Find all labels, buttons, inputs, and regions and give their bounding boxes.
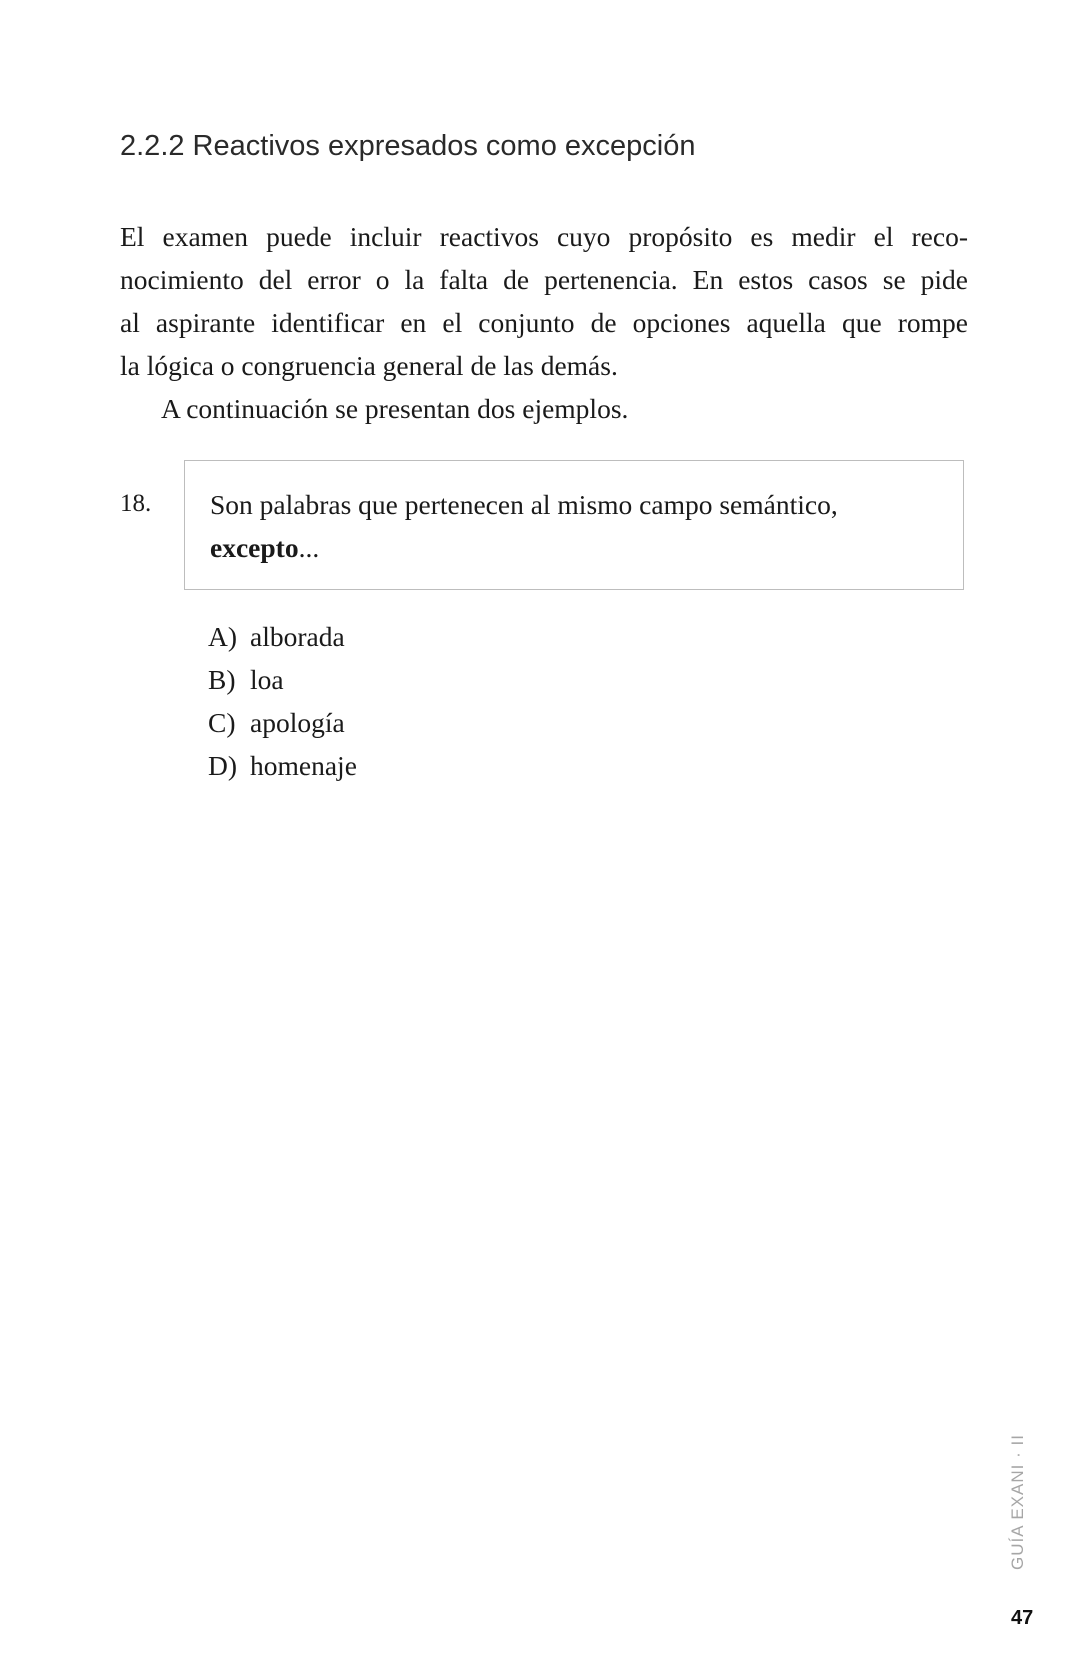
option-text: apología: [250, 707, 345, 738]
option-text: loa: [250, 664, 284, 695]
option-letter: A): [208, 621, 238, 652]
option-text: homenaje: [250, 750, 357, 781]
answer-option-a: [208, 615, 357, 658]
page-number: 47: [1011, 1607, 1034, 1629]
answer-options: [208, 615, 357, 787]
question-stem: [210, 483, 944, 569]
option-text: alborada: [250, 621, 345, 652]
second-paragraph: A continuación se presentan dos ejemplos.: [161, 393, 629, 424]
section-heading: 2.2.2 Reactivos expresados como excepción: [120, 130, 696, 162]
option-letter: D): [208, 750, 238, 781]
paragraph-line: El examen puede incluir reactivos cuyo propósito es medir el reco-: [120, 221, 968, 252]
paragraph-line: al aspirante identificar en el conjunto de opciones aquella que rompe: [120, 307, 968, 338]
question-stem-text: Son palabras que pertenecen al mismo campo semántico,: [210, 489, 838, 520]
question-number: 18.: [120, 490, 152, 517]
question-stem-ellipsis: ...: [298, 532, 320, 563]
question-stem-keyword: excepto: [210, 532, 299, 563]
running-side-label: GUÍA EXANI · II: [1008, 1434, 1027, 1570]
answer-option-b: [208, 658, 357, 701]
intro-paragraph: [120, 215, 968, 430]
paragraph-line: la lógica o congruencia general de las demás.: [120, 350, 618, 381]
question-box: [184, 460, 964, 590]
answer-option-d: [208, 744, 357, 787]
answer-option-c: [208, 701, 357, 744]
option-letter: C): [208, 707, 236, 738]
paragraph-line: nocimiento del error o la falta de pertenencia. En estos casos se pide: [120, 264, 968, 295]
option-letter: B): [208, 664, 236, 695]
